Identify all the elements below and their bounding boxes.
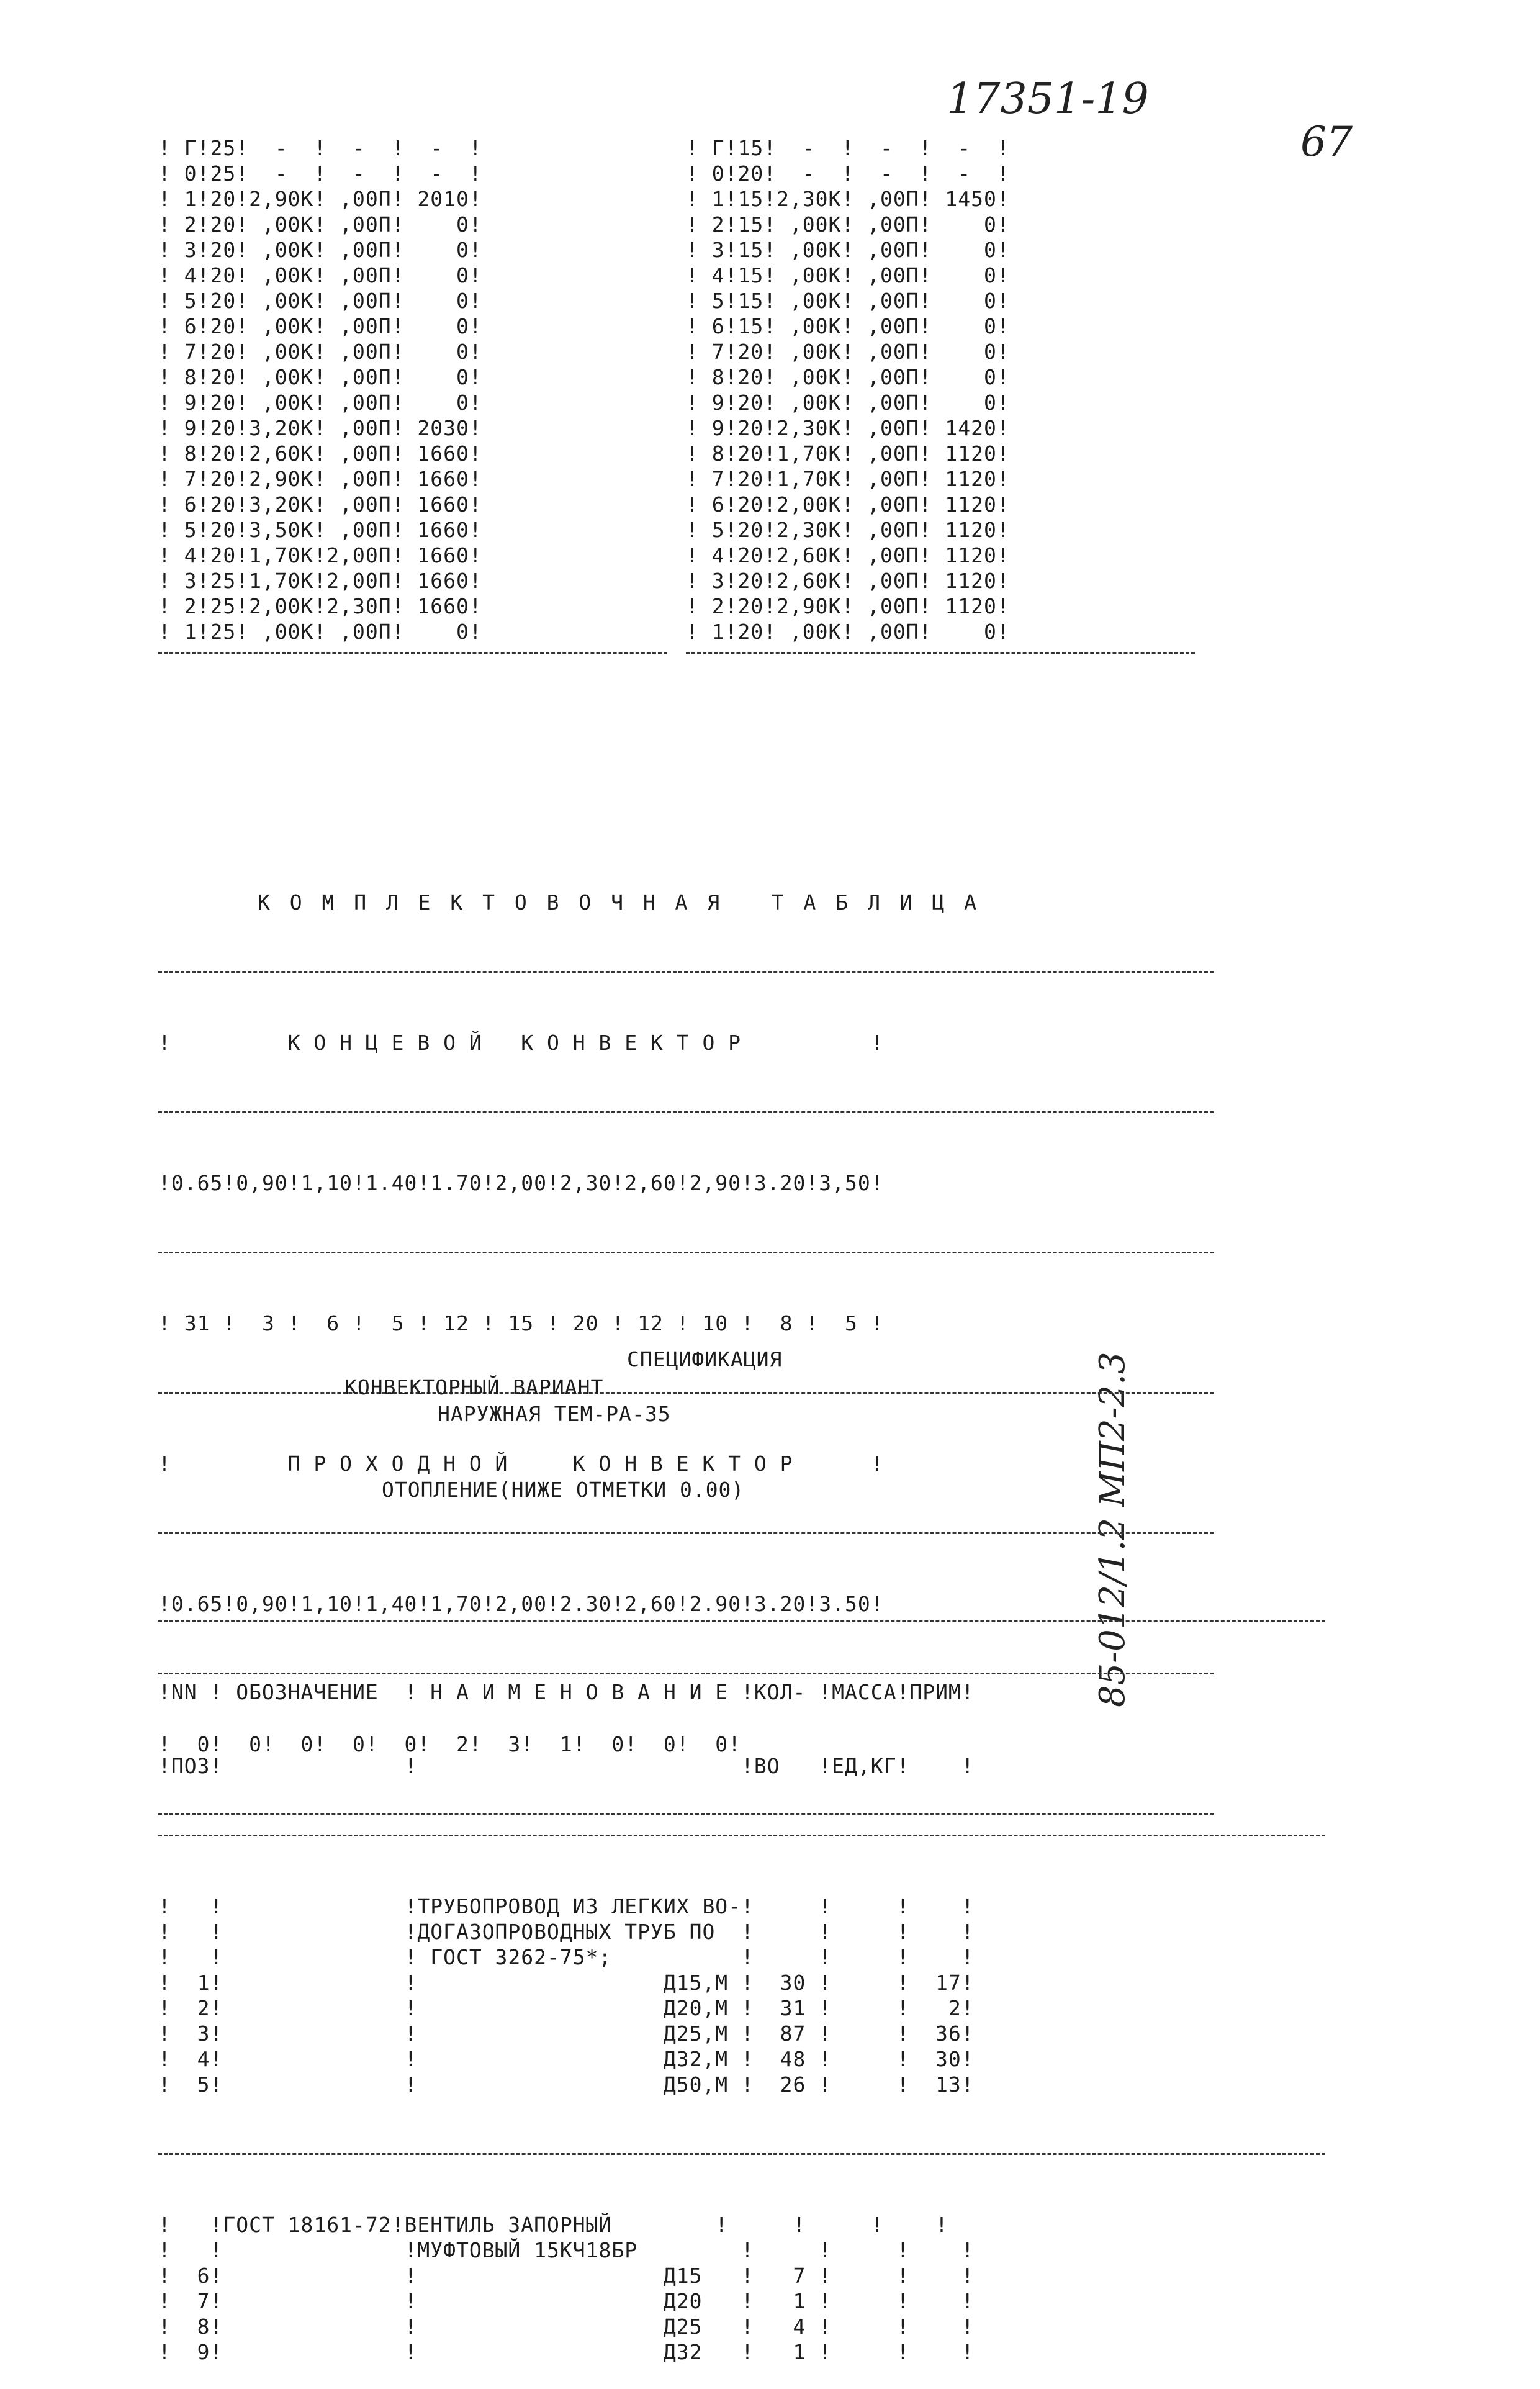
table-row: ! 5!20!2,30К! ,00П! 1120! (686, 518, 1010, 542)
table-row: ! 2! ! Д20,М ! 31 ! ! 2! (158, 1996, 975, 2020)
table-row: ! 6! ! Д15 ! 7 ! ! ! (158, 2264, 975, 2288)
table-row: ! 3! ! Д25,М ! 87 ! ! 36! (158, 2021, 975, 2046)
table-row: ! 0!25! - ! - ! - ! (158, 161, 482, 186)
table-row: ! 1!15!2,30К! ,00П! 1450! (686, 187, 1010, 211)
table-row: ! 2!25!2,00К!2,30П! 1660! (158, 594, 482, 618)
side-stamp: 85-012/1.2 МП2-2.3 (1092, 1352, 1133, 1707)
table-row: ! 1!20! ,00К! ,00П! 0! (686, 620, 1010, 644)
kit-table-title: К О М П Л Е К Т О В О Ч Н А Я Т А Б Л И Ц А (258, 890, 981, 915)
left-pipe-table (158, 135, 667, 662)
divider (158, 1835, 1325, 1845)
table-row: ! 6!20! ,00К! ,00П! 0! (158, 314, 482, 338)
divider (158, 1620, 1325, 1631)
table-row: ! 8!20! ,00К! ,00П! 0! (158, 365, 482, 389)
table-row: ! Г!15! - ! - ! - ! (686, 136, 1010, 160)
table-row: ! 7!20! ,00К! ,00П! 0! (158, 340, 482, 364)
table-row: ! 1!20!2,90К! ,00П! 2010! (158, 187, 482, 211)
pass-convector-counts: ! 0! 0! 0! 0! 0! 2! 3! 1! 0! 0! 0! (158, 1732, 742, 1756)
table-row: ! 9!20! ,00К! ,00П! 0! (158, 391, 482, 415)
table-row: ! 8!20!1,70К! ,00П! 1120! (686, 441, 1010, 466)
end-convector-sizes: !0.65!0,90!1,10!1.40!1.70!2,00!2,30!2,60!2,90!3.20!3,50! (158, 1171, 884, 1195)
table-row: ! 2!20! ,00К! ,00П! 0! (158, 212, 482, 237)
table-row: ! 6!20!3,20К! ,00П! 1660! (158, 492, 482, 517)
table-row: ! 4!20!1,70К!2,00П! 1660! (158, 543, 482, 567)
divider (686, 652, 1195, 662)
pass-convector-header: ! П Р О Х О Д Н О Й К О Н В Е К Т О Р ! (158, 1452, 884, 1476)
table-row: ! 9!20!2,30К! ,00П! 1420! (686, 416, 1010, 440)
right-pipe-table (686, 135, 1195, 662)
table-row: ! 7! ! Д20 ! 1 ! ! ! (158, 2289, 975, 2313)
table-row: ! 7!20!2,90К! ,00П! 1660! (158, 467, 482, 491)
divider (158, 1252, 1214, 1262)
spec-table (158, 1565, 1325, 2389)
table-row: ! 7!20!1,70К! ,00П! 1120! (686, 467, 1010, 491)
table-row: ! !ГОСТ 18161-72!ВЕНТИЛЬ ЗАПОРНЫЙ ! ! ! ! (158, 2213, 948, 2237)
table-row: ! 9!20!3,20К! ,00П! 2030! (158, 416, 482, 440)
table-row: ! 4!20! ,00К! ,00П! 0! (158, 263, 482, 287)
divider (158, 1111, 1214, 1122)
table-row: ! 4!15! ,00К! ,00П! 0! (686, 263, 1010, 287)
table-row: ! 9! ! Д32 ! 1 ! ! ! (158, 2340, 975, 2364)
spec-subtitle: ОТОПЛЕНИЕ(НИЖЕ ОТМЕТКИ 0.00) (382, 1478, 745, 1502)
divider (158, 2153, 1325, 2164)
table-row: ! 6!20!2,00К! ,00П! 1120! (686, 492, 1010, 517)
spec-line-2: НАРУЖНАЯ ТЕМ-РА-35 (438, 1402, 671, 1426)
table-row: ! ! !МУФТОВЫЙ 15КЧ18БР ! ! ! ! (158, 2238, 975, 2262)
table-row: ! 2!15! ,00К! ,00П! 0! (686, 212, 1010, 237)
end-convector-counts: ! 31 ! 3 ! 6 ! 5 ! 12 ! 15 ! 20 ! 12 ! 10 ! 8 ! 5 ! (158, 1311, 884, 1335)
table-row: ! 1! ! Д15,М ! 30 ! ! 17! (158, 1971, 975, 1995)
table-row: ! 7!20! ,00К! ,00П! 0! (686, 340, 1010, 364)
table-row: ! ! ! ГОСТ 3262-75*; ! ! ! ! (158, 1945, 975, 1969)
table-row: ! 6!15! ,00К! ,00П! 0! (686, 314, 1010, 338)
divider (158, 1392, 1214, 1402)
table-row: ! 8! ! Д25 ! 4 ! ! ! (158, 2314, 975, 2339)
table-row: ! 2!20!2,90К! ,00П! 1120! (686, 594, 1010, 618)
table-row: ! 4!20!2,60К! ,00П! 1120! (686, 543, 1010, 567)
table-row: ! 5!20! ,00К! ,00П! 0! (158, 289, 482, 313)
spec-title: СПЕЦИФИКАЦИЯ (627, 1347, 783, 1371)
table-row: ! 5!20!3,50К! ,00П! 1660! (158, 518, 482, 542)
table-row: ! 8!20!2,60К! ,00П! 1660! (158, 441, 482, 466)
divider (158, 971, 1214, 982)
divider (158, 652, 667, 662)
table-row: ! 3!20! ,00К! ,00П! 0! (158, 238, 482, 262)
table-row: ! 4! ! Д32,М ! 48 ! ! 30! (158, 2047, 975, 2071)
table-row: ! 3!15! ,00К! ,00П! 0! (686, 238, 1010, 262)
table-row: ! 5! ! Д50,М ! 26 ! ! 13! (158, 2072, 975, 2097)
table-row: ! 8!20! ,00К! ,00П! 0! (686, 365, 1010, 389)
table-row: ! 0!20! - ! - ! - ! (686, 161, 1010, 186)
pass-convector-sizes: !0.65!0,90!1,10!1,40!1,70!2,00!2.30!2,60!2.90!3.20!3.50! (158, 1592, 884, 1616)
table-row: ! 3!20!2,60К! ,00П! 1120! (686, 569, 1010, 593)
spec-line-1: КОНВЕКТОРНЫЙ ВАРИАНТ (344, 1375, 604, 1399)
table-row: ! ! !ТРУБОПРОВОД ИЗ ЛЕГКИХ ВО-! ! ! ! (158, 1894, 975, 1918)
end-convector-header: ! К О Н Ц Е В О Й К О Н В Е К Т О Р ! (158, 1031, 884, 1055)
table-row: ! ! !ДОГАЗОПРОВОДНЫХ ТРУБ ПО ! ! ! ! (158, 1920, 975, 1944)
page-number: 67 (1300, 118, 1353, 166)
table-row: ! Г!25! - ! - ! - ! (158, 136, 482, 160)
table-row: ! 3!25!1,70К!2,00П! 1660! (158, 569, 482, 593)
spec-header-row-2: !ПОЗ! ! !ВО !ЕД,КГ! ! (158, 1754, 975, 1778)
table-row: ! 9!20! ,00К! ,00П! 0! (686, 391, 1010, 415)
table-row: ! 1!25! ,00К! ,00П! 0! (158, 620, 482, 644)
divider (158, 1532, 1214, 1543)
table-row: ! 5!15! ,00К! ,00П! 0! (686, 289, 1010, 313)
document-number: 17351-19 (947, 75, 1149, 124)
spec-header-row-1: !NN ! ОБОЗНАЧЕНИЕ ! Н А И М Е Н О В А Н И Е !КОЛ- !МАССА!ПРИМ! (158, 1680, 975, 1704)
